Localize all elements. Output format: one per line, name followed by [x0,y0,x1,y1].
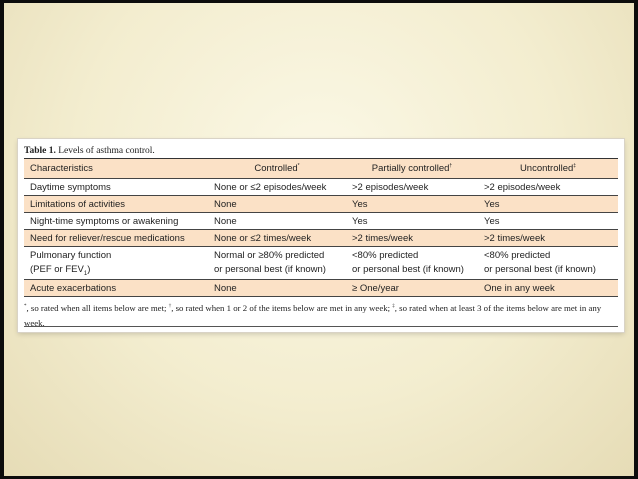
table-cell: Night-time symptoms or awakening [30,215,179,227]
table-caption [24,144,618,158]
table-row [24,213,618,230]
table-cell: None [214,198,237,210]
table-cell: >2 episodes/week [484,181,561,193]
column-header: Partially controlled† [371,162,453,174]
table-footnote: *, so rated when all items below are met; †, so rated when 1 or 2 of the items below are met in any week; ‡, so rated when at least 3 of the items below are met in any week. [24,303,602,328]
table-row [24,247,618,280]
table-cell: Yes [484,215,500,227]
table-cell: Acute exacerbations [30,282,117,294]
table-cell [208,247,346,279]
asthma-control-table [18,139,624,332]
table-cell: None or ≤2 episodes/week [214,181,327,193]
cell-line: <80% predicted [352,250,419,261]
table-cell: None [214,282,237,294]
table-cell: >2 times/week [352,232,413,244]
table-cell: None [214,215,237,227]
cell-line: (PEF or $FEV_1$) [30,264,91,277]
table-cell: Limitations of activities [30,198,126,210]
bottom-rule [24,326,618,327]
table-cell: Yes [484,198,500,210]
cell-line: Normal or ≥80% predicted [214,250,325,261]
cell-line: <80% predicted [484,250,551,261]
table-row [24,230,618,247]
table-cell [346,247,478,279]
table-row [24,179,618,196]
table-cell [478,247,618,279]
cell-line: or personal best (if known) [352,264,464,275]
table-row [24,196,618,213]
table-cell [24,247,208,279]
table-cell: Yes [352,198,368,210]
table-row [24,280,618,297]
column-header: Uncontrolled‡ [519,162,577,174]
table-cell: Daytime symptoms [30,181,111,193]
caption-text: Levels of asthma control. [55,146,155,156]
cell-line: Pulmonary function [30,250,112,261]
slide-background [4,3,634,476]
table-cell: ≥ One/year [352,282,399,294]
table-header-row [24,159,618,179]
table-cell: >2 episodes/week [352,181,429,193]
cell-line: or personal best (if known) [484,264,596,275]
caption-label: Table 1. [24,146,56,156]
table-cell: None or ≤2 times/week [214,232,312,244]
table-cell: Yes [352,215,368,227]
table-cell: >2 times/week [484,232,545,244]
column-header: Controlled* [254,162,300,174]
table-cell: Need for reliever/rescue medications [30,232,185,244]
column-header: Characteristics [30,163,93,174]
cell-line: or personal best (if known) [214,264,326,275]
table-cell: One in any week [484,282,555,294]
